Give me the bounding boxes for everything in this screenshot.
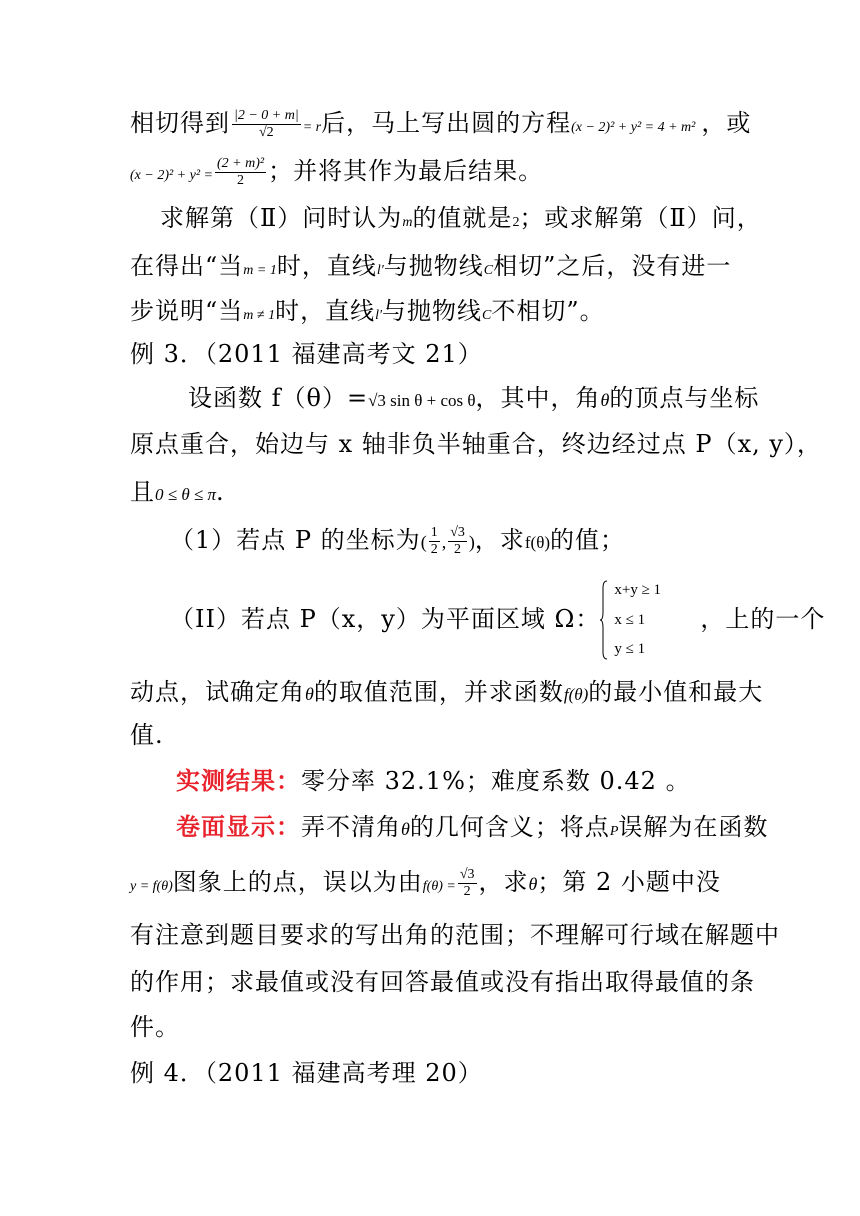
inequality-row: x ≤ 1 — [614, 611, 646, 628]
math-var: θ — [600, 390, 610, 410]
result-label: 实测结果： — [176, 766, 301, 795]
text: 且 — [130, 478, 155, 506]
math-var: C — [482, 308, 492, 323]
math-inline: y = f(θ) — [130, 879, 173, 894]
fraction-numerator: |2 − 0 + m| — [234, 108, 299, 123]
text: 时，直线 — [275, 297, 376, 325]
math-inline: m = 1 — [243, 263, 277, 278]
fraction-numerator: √3 — [450, 525, 465, 540]
math-inline: = r — [302, 120, 322, 135]
text: 的顶点与坐标 — [609, 384, 760, 412]
text: 在得出“当 — [130, 252, 244, 280]
text-line-18: 的作用；求最值或没有回答最值或没有指出取得最值的条 — [130, 968, 755, 996]
math-inline: f(θ) — [563, 685, 589, 704]
text: 误解为在函数 — [618, 813, 769, 841]
fraction — [215, 156, 266, 189]
text: （II）若点 P（x，y）为平面区域 Ω： — [170, 605, 601, 633]
text: 动点，试确定角 — [130, 678, 305, 706]
fraction-numerator: 1 — [430, 525, 438, 540]
text: 不相切”。 — [491, 297, 605, 325]
question-2 — [170, 578, 825, 662]
text-line-1 — [130, 108, 751, 143]
text-line-17: 有注意到题目要求的写出角的范围；不理解可行域在解题中 — [130, 921, 780, 949]
math-inline: (x − 2)² + y² = — [130, 168, 213, 183]
text: ；第 2 小题中没 — [537, 868, 721, 896]
text-line-5 — [130, 296, 605, 331]
text: 求解第（Ⅱ）问时认为 — [160, 204, 403, 232]
math-number: 2 — [512, 215, 520, 230]
text: 的值； — [550, 526, 626, 554]
function-formula: √3 sin θ + cos θ — [368, 391, 476, 410]
fraction-denominator: 2 — [463, 884, 471, 899]
fraction-numerator: √3 — [459, 867, 475, 882]
text: 的几何含义；将点 — [409, 813, 610, 841]
text: （1）若点 P 的坐标为 — [170, 526, 421, 554]
inequality-row: y ≤ 1 — [614, 640, 646, 657]
text-line-16 — [130, 862, 721, 907]
text: ，或 — [701, 109, 752, 137]
text: ，其中，角 — [475, 384, 601, 412]
example-4-heading: 例 4．（2011 福建高考理 20） — [130, 1059, 483, 1087]
test-result — [176, 766, 691, 796]
circle-equation: (x − 2)² + y² = 4 + m² — [571, 120, 696, 135]
text: ，上的一个 — [700, 605, 826, 633]
fraction — [232, 108, 301, 141]
math-inline: f(θ) = — [422, 879, 456, 894]
display-label: 卷面显示： — [176, 812, 301, 841]
fraction — [448, 525, 467, 558]
inequality-row: x+y ≥ 1 — [614, 581, 662, 598]
text: 设函数 f（θ）= — [188, 384, 369, 412]
text: 时，直线 — [276, 252, 377, 280]
text: ；并将其作为最后结果。 — [268, 157, 544, 185]
text: 相切得到 — [130, 109, 230, 137]
brace-icon — [600, 580, 608, 660]
text-line-3 — [160, 203, 762, 238]
text: 的取值范围，并求函数 — [313, 678, 564, 706]
fraction-denominator: 2 — [237, 173, 245, 188]
math-var: θ — [305, 684, 314, 704]
text: 的最小值和最大 — [588, 678, 764, 706]
math-var: l′ — [375, 308, 383, 323]
text: 相切”之后，没有进一 — [493, 252, 732, 280]
text-line-4 — [130, 251, 731, 286]
paper-display — [176, 812, 768, 847]
text: 后，马上写出圆的方程 — [321, 109, 572, 137]
math-var: m — [402, 215, 413, 230]
fraction-denominator: 2 — [454, 542, 462, 557]
fraction-denominator: 2 — [430, 542, 438, 557]
text: . — [216, 478, 225, 506]
comma: , — [441, 532, 447, 552]
math-inline: m ≠ 1 — [243, 308, 276, 323]
text-line-2 — [130, 156, 543, 191]
text-line-9 — [130, 477, 225, 510]
text: ，求 — [474, 526, 525, 554]
fraction — [458, 867, 477, 900]
text: ；或求解第（Ⅱ）问， — [519, 204, 762, 232]
fraction-denominator: √2 — [259, 125, 274, 140]
example-3-heading: 例 3．（2011 福建高考文 21） — [130, 340, 483, 368]
result-text: 零分率 32.1%；难度系数 0.42 。 — [301, 767, 691, 795]
math-var: θ — [401, 819, 410, 839]
question-1 — [170, 525, 625, 558]
math-inline: 0 ≤ θ ≤ π — [155, 485, 217, 504]
text: 与抛物线 — [382, 297, 483, 325]
inequality-system — [600, 580, 700, 662]
math-inline: f(θ) — [524, 533, 551, 552]
text-line-19: 件。 — [130, 1013, 180, 1041]
text: 弄不清角 — [301, 813, 401, 841]
paren: ) — [468, 532, 475, 552]
text: 步说明“当 — [130, 297, 244, 325]
math-var: θ — [528, 874, 538, 894]
fraction — [429, 525, 440, 558]
math-var: P — [609, 824, 619, 839]
fraction-numerator: (2 + m)² — [217, 156, 265, 171]
math-var: C — [483, 263, 494, 278]
text-line-12 — [130, 677, 763, 710]
text-line-7 — [188, 383, 759, 416]
text: ，求 — [478, 868, 529, 896]
text: 图象上的点，误以为由 — [172, 868, 423, 896]
text-line-13: 值. — [130, 721, 164, 749]
text: 的值就是 — [412, 204, 513, 232]
paren: ( — [420, 532, 427, 552]
text: 与抛物线 — [383, 252, 484, 280]
math-var: l′ — [376, 263, 384, 278]
text-line-8: 原点重合，始边与 x 轴非负半轴重合，终边经过点 P（x, y）， — [130, 430, 822, 458]
